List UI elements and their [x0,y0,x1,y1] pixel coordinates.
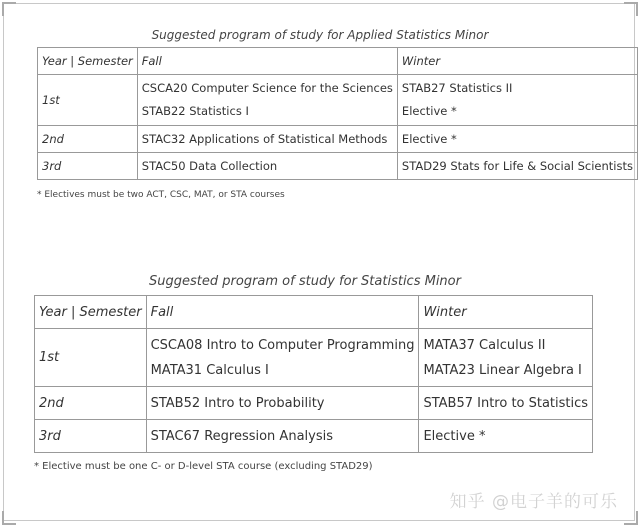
stats-minor-program-table [34,295,593,453]
winter-cell: STAB57 Intro to Statistics [419,387,593,420]
year-cell: 1st [38,75,138,126]
applied-stats-table-caption: Suggested program of study for Applied Statistics Minor [151,28,489,42]
winter-cell: STAD29 Stats for Life & Social Scientists [397,153,637,180]
winter-cell [419,329,593,387]
header-fall: Fall [137,48,397,75]
year-cell: 3rd [38,153,138,180]
applied-stats-footnote: * Electives must be two ACT, CSC, MAT, or STA courses [37,190,285,200]
year-cell: 1st [35,329,147,387]
course: MATA37 Calculus II [423,337,546,353]
course: STAB27 Statistics II [401,81,513,95]
table-row [35,420,593,453]
winter-cell: Elective * [397,126,637,153]
fall-cell: STAC50 Data Collection [137,153,397,180]
header-year-semester: Year | Semester [35,296,147,329]
header-winter: Winter [397,48,637,75]
course: CSCA08 Intro to Computer Programming [150,337,415,353]
frame-corner [624,511,638,525]
stats-minor-footnote: * Elective must be one C- or D-level STA course (excluding STAD29) [34,461,373,472]
course: MATA23 Linear Algebra I [423,362,582,378]
table-row [38,126,638,153]
table-header-row [38,48,638,75]
frame-corner [2,511,16,525]
stats-minor-table-caption: Suggested program of study for Statistics Minor [149,274,461,289]
table-row [35,387,593,420]
table-row [35,329,593,387]
watermark: 知乎 @电子羊的可乐 [449,492,618,512]
fall-cell [146,329,419,387]
applied-stats-program-table [37,47,638,180]
year-cell: 3rd [35,420,147,453]
frame-corner [2,2,16,16]
fall-cell: STAC32 Applications of Statistical Methods [137,126,397,153]
table-row [38,153,638,180]
header-fall: Fall [146,296,419,329]
year-cell: 2nd [38,126,138,153]
header-winter: Winter [419,296,593,329]
frame-corner [624,2,638,16]
winter-cell: Elective * [419,420,593,453]
course: MATA31 Calculus I [150,362,269,378]
table-row [38,75,638,126]
course: STAB22 Statistics I [141,104,249,118]
course: Elective * [401,104,457,118]
fall-cell [137,75,397,126]
fall-cell: STAB52 Intro to Probability [146,387,419,420]
header-year-semester: Year | Semester [38,48,138,75]
course: CSCA20 Computer Science for the Sciences [141,81,393,95]
winter-cell [397,75,637,126]
table-header-row [35,296,593,329]
year-cell: 2nd [35,387,147,420]
fall-cell: STAC67 Regression Analysis [146,420,419,453]
